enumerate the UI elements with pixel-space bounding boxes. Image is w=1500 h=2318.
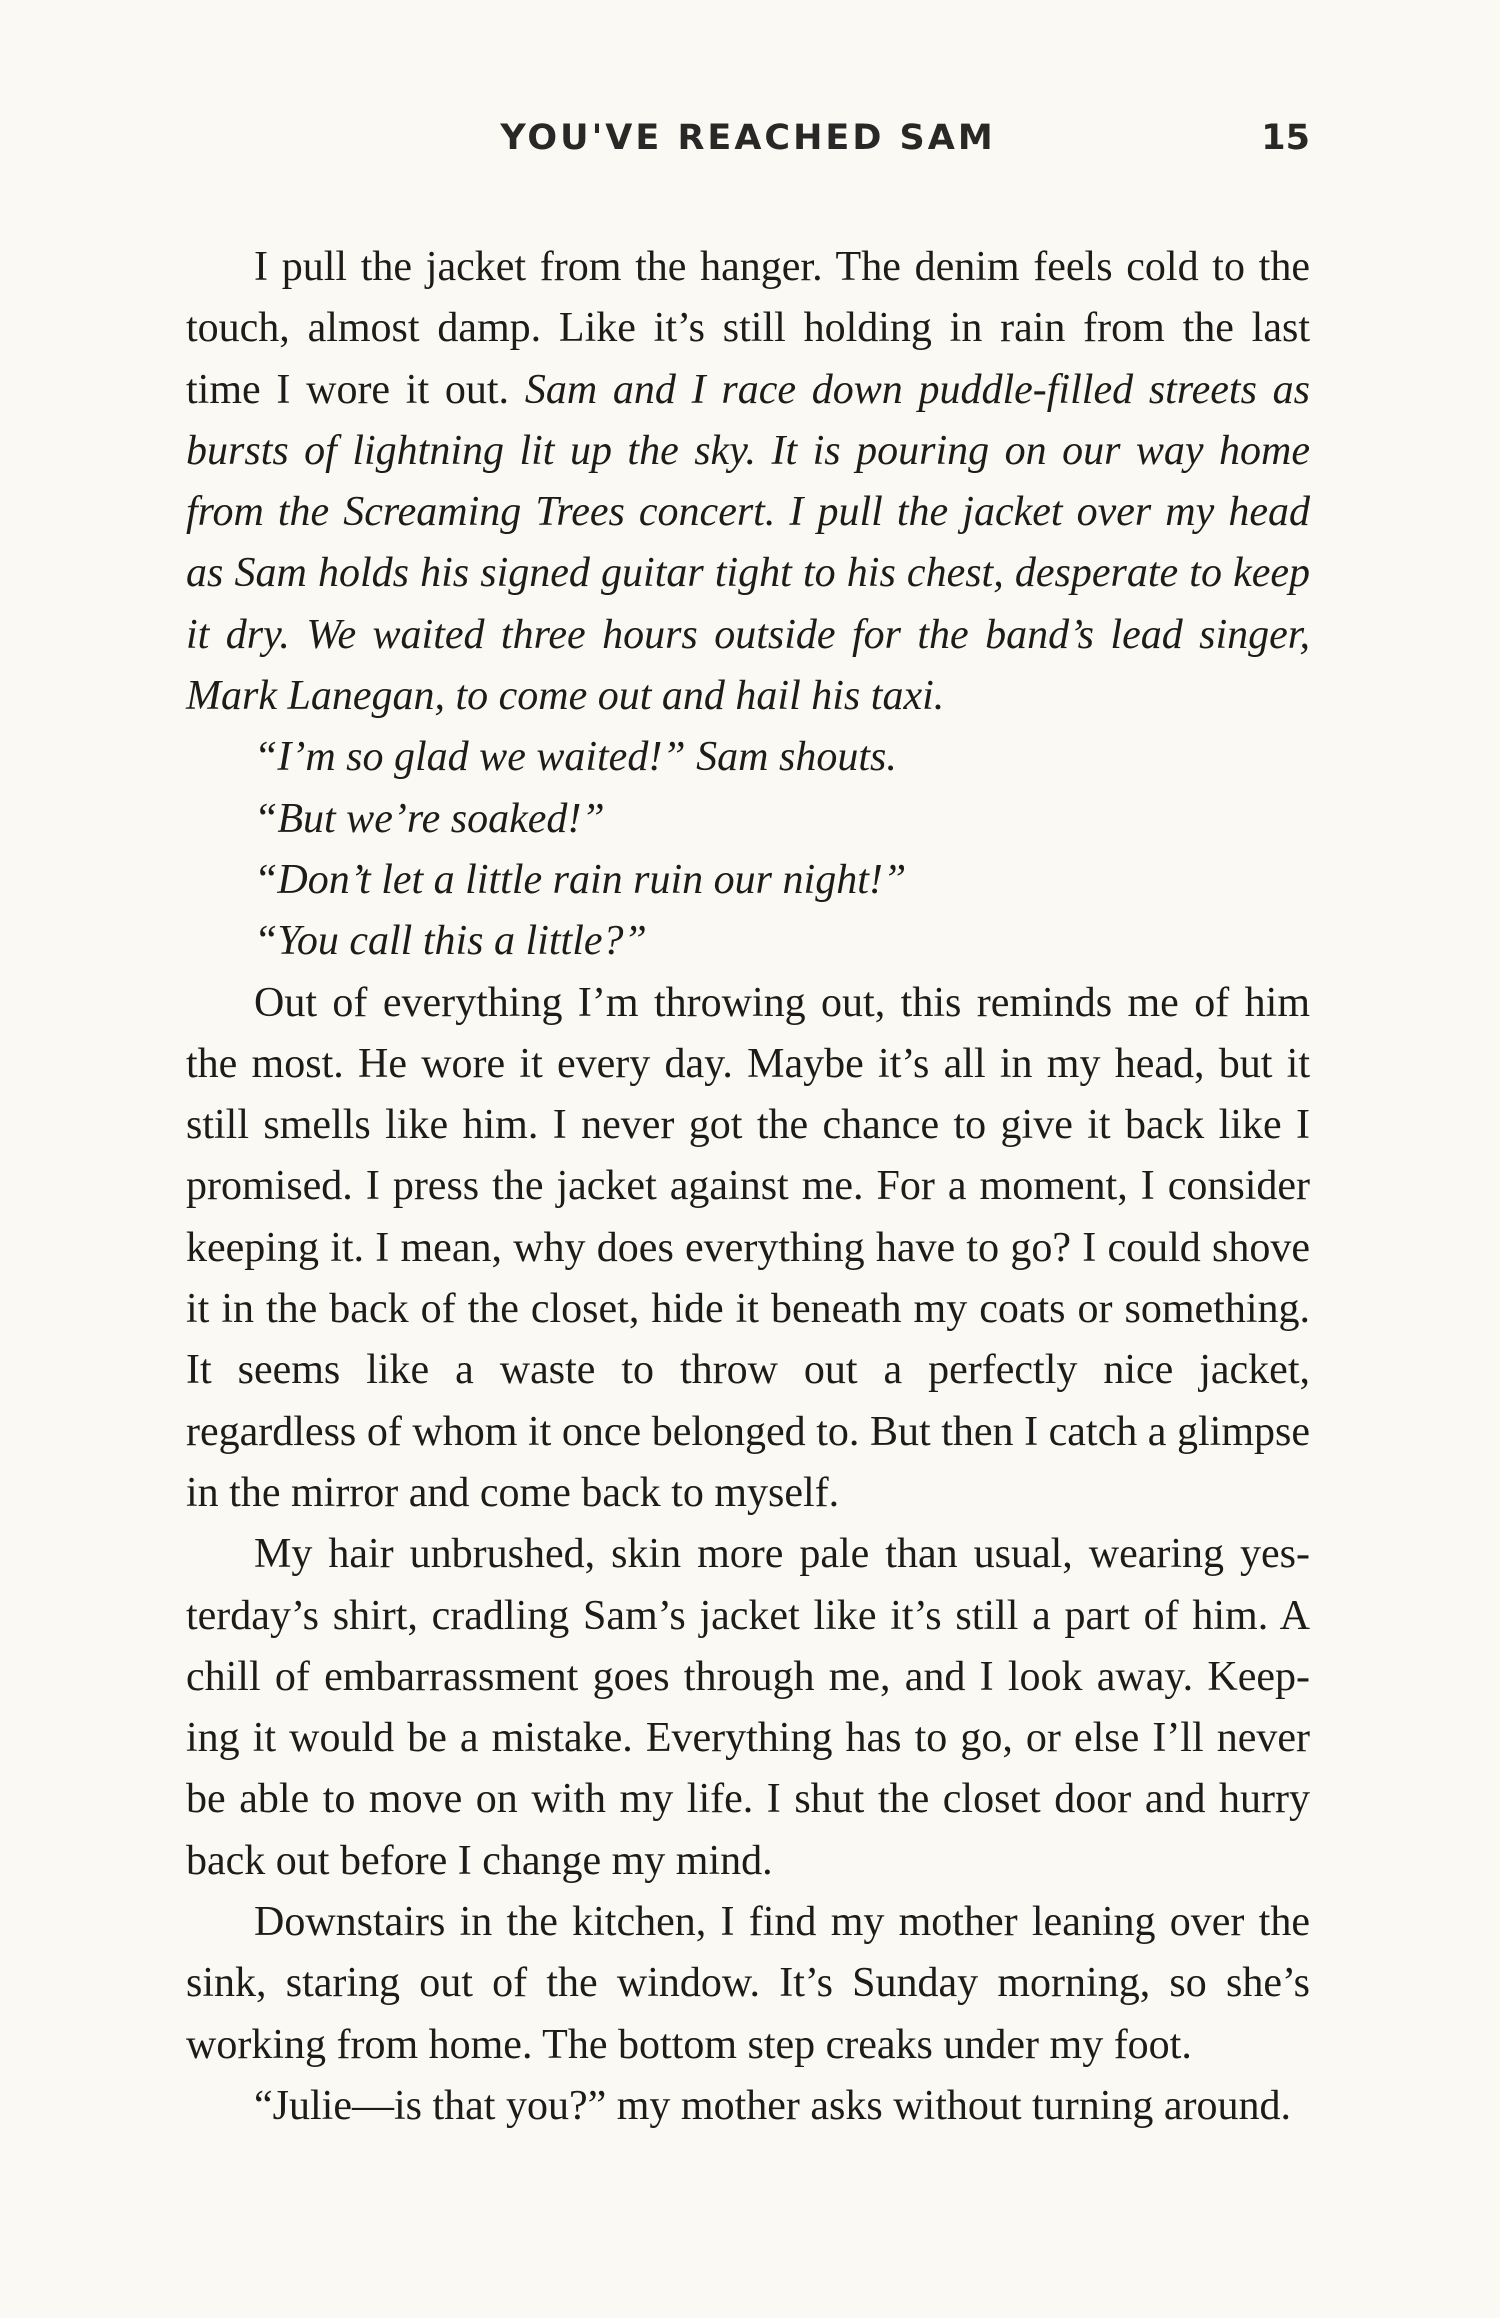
paragraph <box>186 973 1310 1525</box>
body-text <box>186 237 1310 2137</box>
paragraph <box>186 1892 1310 2076</box>
text-segment: “Julie—is that you?” my mother asks without turning around. <box>254 2082 1291 2129</box>
running-head <box>186 112 1310 164</box>
running-title: YOU'VE REACHED SAM <box>500 118 996 158</box>
paragraph <box>186 2076 1310 2137</box>
flashback-dialogue: “Don’t let a little rain ruin our night!” <box>254 856 907 903</box>
paragraph <box>186 911 1310 972</box>
paragraph <box>186 237 1310 727</box>
paragraph <box>186 727 1310 788</box>
paragraph <box>186 1524 1310 1892</box>
paragraph <box>186 850 1310 911</box>
flashback-dialogue: “But we’re soaked!” <box>254 795 605 842</box>
flashback-dialogue: “You call this a little?” <box>254 918 647 965</box>
text-segment: Downstairs in the kitchen, I find my mother leaning over the sink, staring out of the window. It’s Sunday morning, so she’s working from home. The bottom step creaks under my foot. <box>186 1899 1310 2068</box>
flashback-dialogue: “I’m so glad we waited!” Sam shouts. <box>254 734 897 781</box>
flashback-text: Sam and I race down puddle-filled streets as bursts of lightning lit up the sky. It is pouring on our way home from the Screaming Trees concert. I pull the jacket over my head as Sam holds his signed guitar tight to his chest, desperate to keep it dry. We waited three hours outside for the band’s lead singer, Mark Lanegan, to come out and hail his taxi. <box>186 366 1311 720</box>
text-segment: Out of everything I’m throwing out, this reminds me of him the most. He wore it every day. Maybe it’s all in my head, but it still smells like him. I never got the chance to give it back like I promised. I press the jacket against me. For a moment, I consider keeping it. I mean, why does everything have to go? I could shove it in the back of the closet, hide it beneath my coats or something. It seems like a waste to throw out a perfectly nice jacket, regardless of whom it once belonged to. But then I catch a glimpse in the mirror and come back to myself. <box>186 979 1310 1516</box>
paragraph <box>186 789 1310 850</box>
page-number: 15 <box>1261 118 1310 158</box>
text-segment: I pull the jacket from the hanger. The denim feels cold to the touch, almost damp. Like it’s still holding in rain from the last time I wore it out. <box>186 244 1310 413</box>
text-segment: My hair unbrushed, skin more pale than usual, wearing yesterday’s shirt, cradling Sam’s jacket like it’s still a part of him. A chill of embarrassment goes through me, and I look away. Keeping it would be a mistake. Everything has to go, or else I’ll never be able to move on with my life. I shut the closet door and hurry back out before I change my mind. <box>186 1531 1310 1884</box>
